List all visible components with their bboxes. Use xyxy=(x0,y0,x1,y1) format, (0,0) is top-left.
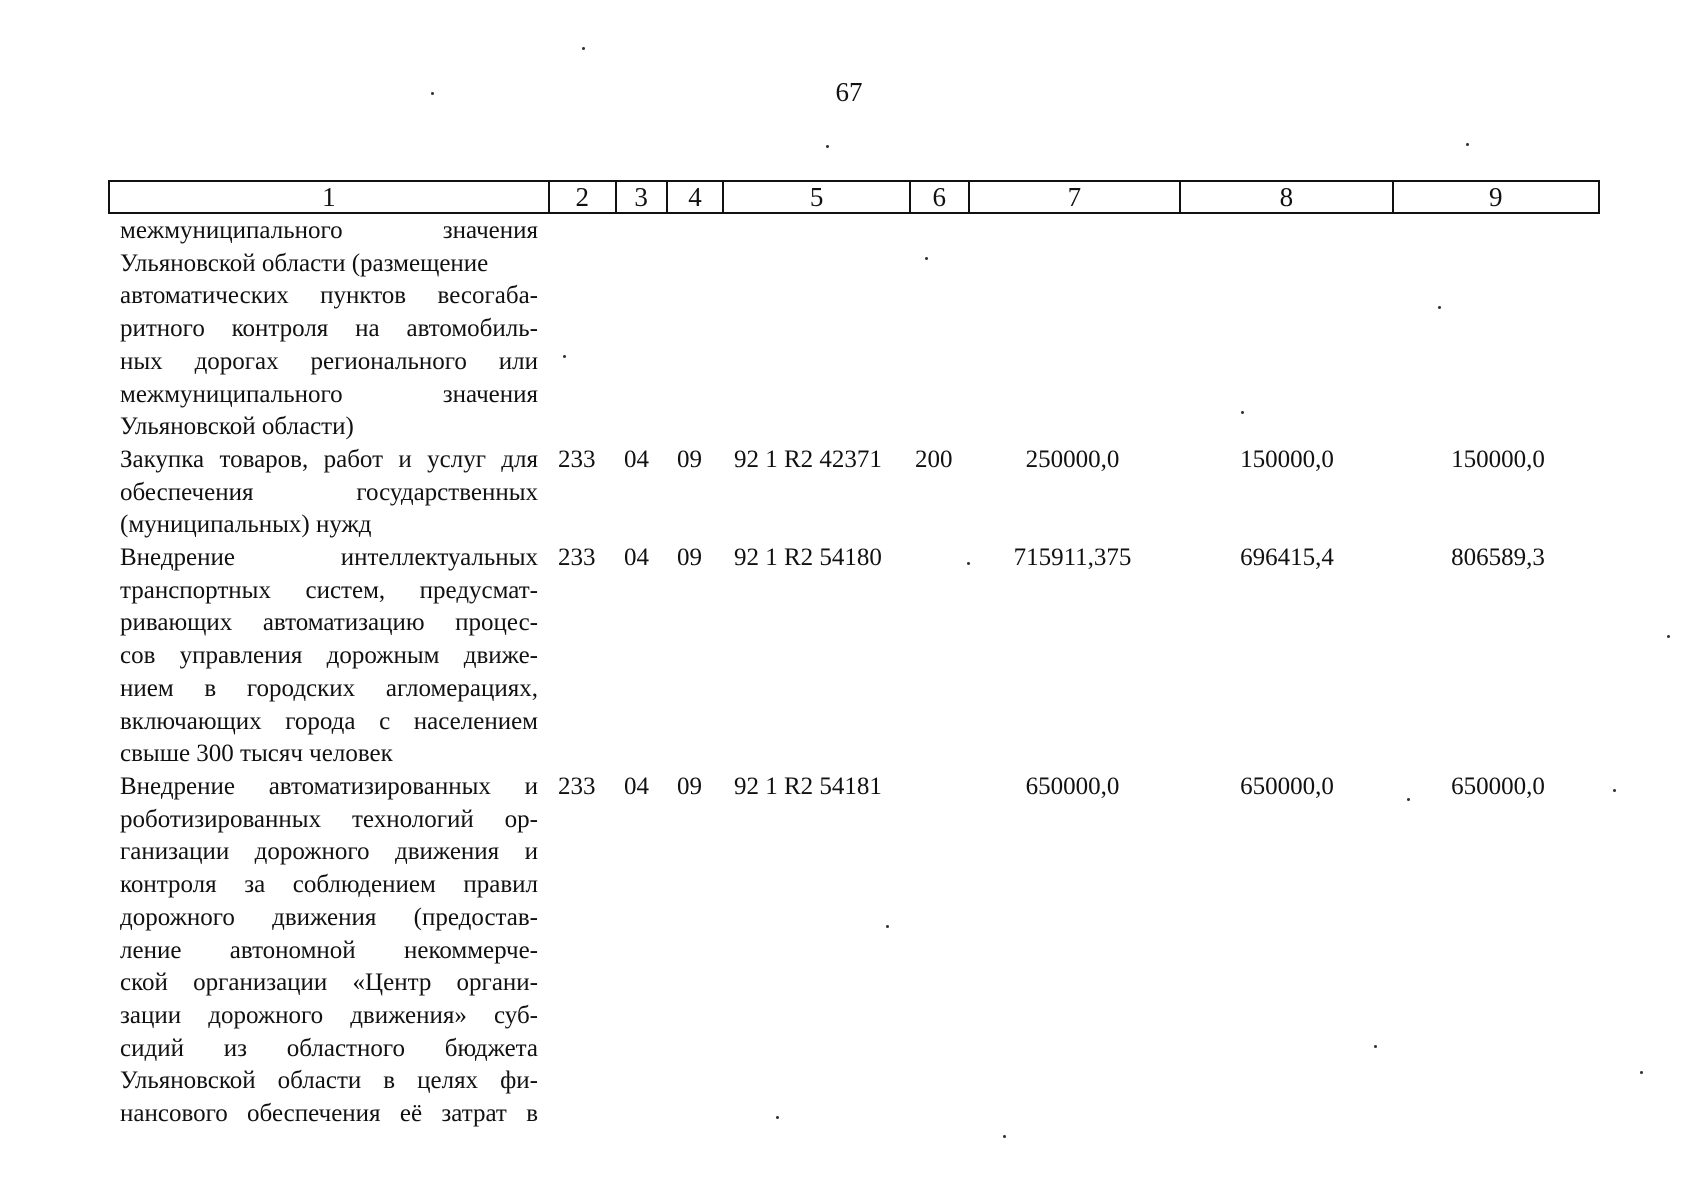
description-line: автоматических пунктов весогаба- xyxy=(120,282,538,310)
row-description xyxy=(120,215,538,444)
scan-speck xyxy=(1438,306,1441,309)
cell-section-code: 04 xyxy=(624,773,649,800)
header-col-3: 3 xyxy=(617,182,668,212)
description-line: ритного контроля на автомобиль- xyxy=(120,315,538,343)
description-line: Внедрение автоматизированных и xyxy=(120,773,538,800)
description-line: ление автономной некоммерче- xyxy=(120,936,538,964)
cell-amount-col8: 696415,4 xyxy=(1240,544,1334,571)
table-header-row xyxy=(108,180,1600,214)
cell-ministry-code: 233 xyxy=(558,544,596,571)
scan-speck xyxy=(431,92,434,95)
header-col-5: 5 xyxy=(724,182,911,212)
scan-speck xyxy=(826,145,829,148)
scan-speck xyxy=(1466,143,1469,146)
scan-speck xyxy=(1407,798,1410,801)
description-line: зации дорожного движения» суб- xyxy=(120,1001,538,1029)
scan-speck xyxy=(967,562,970,565)
cell-amount-col8: 650000,0 xyxy=(1240,773,1334,800)
description-line: сов управления дорожным движе- xyxy=(120,642,538,670)
description-line: Ульяновской области) xyxy=(120,413,354,441)
description-line: дорожного движения (предостав- xyxy=(120,903,538,931)
description-line: контроля за соблюдением правил xyxy=(120,871,538,899)
cell-amount-col9: 150000,0 xyxy=(1451,446,1545,473)
row-description xyxy=(120,542,538,771)
scan-speck xyxy=(1667,635,1670,638)
scan-speck xyxy=(563,355,566,358)
description-line: сидий из областного бюджета xyxy=(120,1034,538,1062)
description-line: (муниципальных) нужд xyxy=(120,511,372,539)
header-col-1: 1 xyxy=(110,182,550,212)
scan-speck xyxy=(1241,411,1244,414)
description-line: Внедрение интеллектуальных xyxy=(120,544,538,571)
cell-ministry-code: 233 xyxy=(558,773,596,800)
description-line: ской организации «Центр органи- xyxy=(120,969,538,997)
description-line: включающих города с населением xyxy=(120,707,538,735)
header-col-9: 9 xyxy=(1489,182,1503,212)
cell-subsection-code: 09 xyxy=(677,773,702,800)
row-description xyxy=(120,771,538,1131)
row-description xyxy=(120,444,538,542)
scan-speck xyxy=(886,925,889,928)
description-line: роботизированных технологий ор- xyxy=(120,805,538,833)
cell-amount-col7: 650000,0 xyxy=(1025,773,1120,800)
cell-target-article: 92 1 R2 54180 xyxy=(734,544,882,571)
description-line: межмуниципального значения xyxy=(120,217,538,244)
cell-section-code: 04 xyxy=(624,544,649,571)
cell-target-article: 92 1 R2 42371 xyxy=(734,446,882,473)
scan-speck xyxy=(1003,1135,1006,1138)
description-line: нием в городских агломерациях, xyxy=(120,674,538,702)
description-line: межмуниципального значения xyxy=(120,380,538,408)
cell-subsection-code: 09 xyxy=(677,446,702,473)
description-line: обеспечения государственных xyxy=(120,478,538,506)
header-col-4: 4 xyxy=(668,182,725,212)
cell-amount-col7: 715911,375 xyxy=(1013,544,1132,571)
description-line: свыше 300 тысяч человек xyxy=(120,740,393,768)
cell-subsection-code: 09 xyxy=(677,544,702,571)
description-line: ных дорогах регионального или xyxy=(120,347,538,375)
scan-speck xyxy=(1374,1045,1377,1048)
description-line: Ульяновской области (размещение xyxy=(120,249,489,277)
description-line: Ульяновской области в целях фи- xyxy=(120,1067,538,1095)
page-number: 67 xyxy=(835,77,863,107)
description-line: Закупка товаров, работ и услуг для xyxy=(120,446,538,473)
cell-expense-type: 200 xyxy=(915,446,953,473)
scan-speck xyxy=(776,1116,779,1119)
description-line: ривающих автоматизацию процес- xyxy=(120,609,538,637)
header-col-2: 2 xyxy=(550,182,617,212)
description-line: транспортных систем, предусмат- xyxy=(120,576,538,604)
cell-target-article: 92 1 R2 54181 xyxy=(734,773,882,800)
scan-speck xyxy=(925,257,928,260)
description-line: нансового обеспечения её затрат в xyxy=(120,1100,538,1128)
cell-amount-col9: 806589,3 xyxy=(1451,544,1545,571)
scan-speck xyxy=(1613,789,1616,792)
scan-speck xyxy=(1640,1071,1643,1074)
cell-amount-col7: 250000,0 xyxy=(1025,446,1120,473)
header-col-8: 8 xyxy=(1181,182,1393,212)
description-line: ганизации дорожного движения и xyxy=(120,838,538,866)
header-col-6: 6 xyxy=(911,182,970,212)
cell-amount-col9: 650000,0 xyxy=(1451,773,1545,800)
scan-speck xyxy=(582,47,585,50)
cell-section-code: 04 xyxy=(624,446,649,473)
header-col-7: 7 xyxy=(970,182,1181,212)
cell-amount-col8: 150000,0 xyxy=(1240,446,1334,473)
cell-ministry-code: 233 xyxy=(558,446,596,473)
